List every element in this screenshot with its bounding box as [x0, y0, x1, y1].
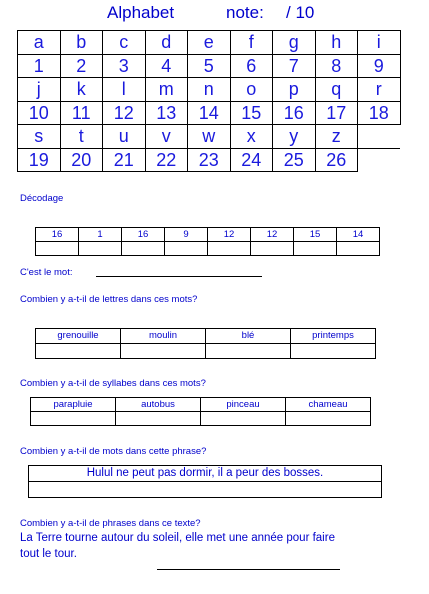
letter-cell: f [230, 31, 273, 55]
answer-cell[interactable] [291, 344, 376, 359]
word-cell: parapluie [31, 398, 116, 412]
number-cell: 13 [145, 101, 188, 125]
code-cell: 9 [165, 228, 208, 242]
number-cell: 3 [103, 54, 146, 78]
letter-cell: a [18, 31, 61, 55]
code-cell: 1 [79, 228, 122, 242]
number-cell: 24 [230, 148, 273, 172]
number-cell: 20 [60, 148, 103, 172]
sentence-cell: Hulul ne peut pas dormir, il a peur des bosses. [29, 466, 382, 482]
number-cell: 14 [188, 101, 231, 125]
phrases-answer-line[interactable] [157, 569, 340, 570]
question-phrases: Combien y a-t-il de phrases dans ce texte? [20, 518, 201, 529]
letter-cell: p [273, 78, 316, 102]
answer-cell[interactable] [294, 242, 337, 256]
letter-cell: c [103, 31, 146, 55]
number-cell: 17 [315, 101, 358, 125]
number-cell: 11 [60, 101, 103, 125]
word-cell: grenouille [36, 329, 121, 344]
letter-cell: u [103, 125, 146, 149]
word-cell: blé [206, 329, 291, 344]
word-cell: moulin [121, 329, 206, 344]
number-cell: 18 [358, 101, 401, 125]
answer-cell[interactable] [36, 344, 121, 359]
decodage-answer-row [36, 242, 380, 256]
number-cell: 12 [103, 101, 146, 125]
mots-sentence-row [29, 466, 382, 482]
alphabet-row [18, 78, 401, 102]
answer-cell[interactable] [36, 242, 79, 256]
number-cell: 15 [230, 101, 273, 125]
syllabes-table [30, 397, 371, 426]
letter-cell: m [145, 78, 188, 102]
answer-cell[interactable] [31, 412, 116, 426]
alphabet-row [18, 54, 401, 78]
code-cell: 12 [208, 228, 251, 242]
answer-cell[interactable] [79, 242, 122, 256]
letter-cell: l [103, 78, 146, 102]
word-cell: chameau [286, 398, 371, 412]
letter-cell: r [358, 78, 401, 102]
answer-cell[interactable] [122, 242, 165, 256]
number-cell: 7 [273, 54, 316, 78]
number-cell: 16 [273, 101, 316, 125]
letter-cell: w [188, 125, 231, 149]
empty-cell [358, 125, 401, 149]
mots-table [28, 465, 382, 498]
answer-cell[interactable] [121, 344, 206, 359]
question-mots: Combien y a-t-il de mots dans cette phrase? [20, 446, 207, 457]
text-line-2: tout le tour. [20, 548, 77, 560]
number-cell: 21 [103, 148, 146, 172]
question-syllabes: Combien y a-t-il de syllabes dans ces mots? [20, 378, 206, 389]
number-cell: 2 [60, 54, 103, 78]
letter-cell: d [145, 31, 188, 55]
number-cell: 8 [315, 54, 358, 78]
text-line-1: La Terre tourne autour du soleil, elle met une année pour faire [20, 532, 335, 544]
letter-cell: g [273, 31, 316, 55]
answer-cell[interactable] [29, 482, 382, 498]
answer-cell[interactable] [251, 242, 294, 256]
letter-cell: j [18, 78, 61, 102]
letter-cell: e [188, 31, 231, 55]
letter-cell: h [315, 31, 358, 55]
letter-cell: b [60, 31, 103, 55]
code-cell: 15 [294, 228, 337, 242]
syllabes-word-row [31, 398, 371, 412]
number-cell: 19 [18, 148, 61, 172]
answer-cell[interactable] [337, 242, 380, 256]
number-cell: 1 [18, 54, 61, 78]
alphabet-row [18, 31, 401, 55]
empty-cell [358, 148, 401, 172]
answer-cell[interactable] [201, 412, 286, 426]
lettres-table [35, 328, 376, 359]
letter-cell: o [230, 78, 273, 102]
answer-cell[interactable] [286, 412, 371, 426]
decodage-label: Décodage [20, 193, 64, 204]
number-cell: 10 [18, 101, 61, 125]
question-lettres: Combien y a-t-il de lettres dans ces mots? [20, 294, 198, 305]
number-cell: 5 [188, 54, 231, 78]
letter-cell: v [145, 125, 188, 149]
word-cell: pinceau [201, 398, 286, 412]
number-cell: 4 [145, 54, 188, 78]
word-cell: autobus [116, 398, 201, 412]
lettres-answer-row [36, 344, 376, 359]
answer-cell[interactable] [165, 242, 208, 256]
worksheet-title: Alphabet [107, 3, 175, 22]
alphabet-row [18, 148, 401, 172]
score-total: / 10 [286, 3, 315, 22]
answer-cell[interactable] [208, 242, 251, 256]
number-cell: 23 [188, 148, 231, 172]
letter-cell: n [188, 78, 231, 102]
number-cell: 22 [145, 148, 188, 172]
letter-cell: x [230, 125, 273, 149]
number-cell: 25 [273, 148, 316, 172]
letter-cell: z [315, 125, 358, 149]
decodage-table [35, 227, 380, 256]
alphabet-row [18, 125, 401, 149]
mot-answer-line[interactable] [96, 276, 262, 277]
code-cell: 14 [337, 228, 380, 242]
letter-cell: k [60, 78, 103, 102]
letter-cell: i [358, 31, 401, 55]
code-cell: 16 [122, 228, 165, 242]
note-label: note: [226, 3, 264, 22]
answer-cell[interactable] [206, 344, 291, 359]
mot-label: C'est le mot: [20, 267, 73, 278]
lettres-word-row [36, 329, 376, 344]
alphabet-table [17, 30, 401, 172]
word-cell: printemps [291, 329, 376, 344]
mots-answer-row [29, 482, 382, 498]
letter-cell: q [315, 78, 358, 102]
letter-cell: t [60, 125, 103, 149]
number-cell: 9 [358, 54, 401, 78]
letter-cell: s [18, 125, 61, 149]
decodage-code-row [36, 228, 380, 242]
number-cell: 6 [230, 54, 273, 78]
answer-cell[interactable] [116, 412, 201, 426]
alphabet-row [18, 101, 401, 125]
number-cell: 26 [315, 148, 358, 172]
code-cell: 16 [36, 228, 79, 242]
code-cell: 12 [251, 228, 294, 242]
letter-cell: y [273, 125, 316, 149]
syllabes-answer-row [31, 412, 371, 426]
